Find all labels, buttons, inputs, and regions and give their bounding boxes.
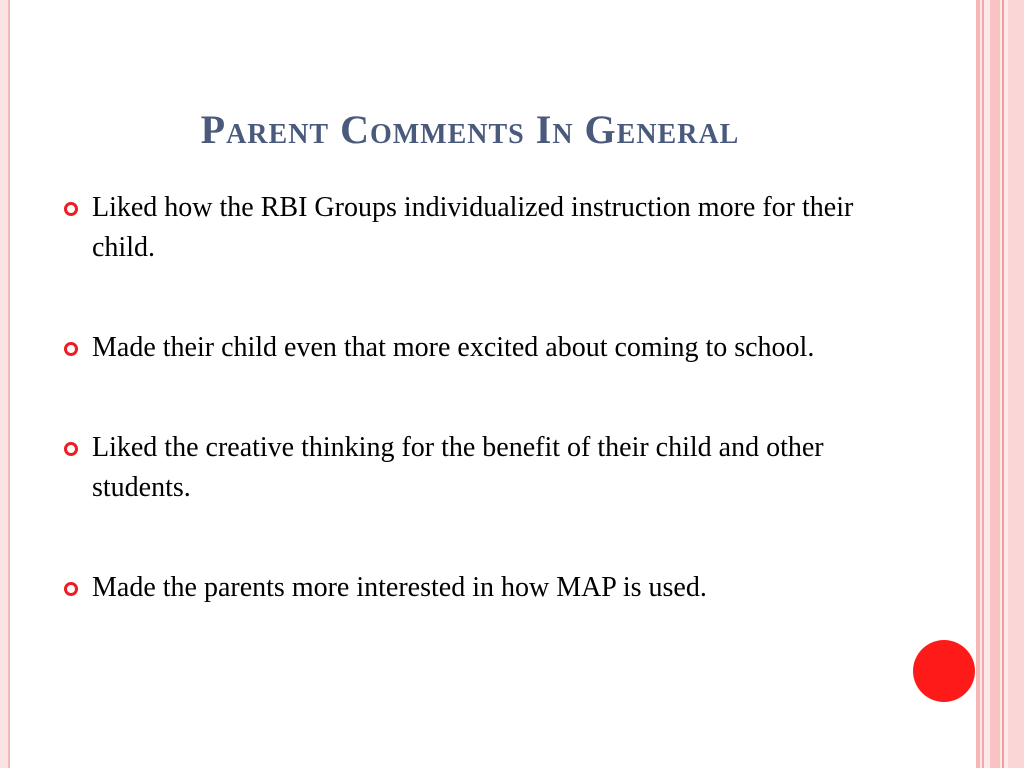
bullet-circle-icon <box>64 202 78 216</box>
border-stripe <box>976 0 980 768</box>
bullet-item <box>62 428 882 508</box>
right-border-decoration <box>976 0 1024 768</box>
bullet-circle-icon <box>64 342 78 356</box>
border-stripe <box>1008 0 1024 768</box>
bullet-text: Liked how the RBI Groups individualized instruction more for their child. <box>92 192 854 263</box>
bullet-item <box>62 568 882 608</box>
bullet-circle-icon <box>64 442 78 456</box>
red-circle-decoration <box>913 640 975 702</box>
bullet-circle-icon <box>64 582 78 596</box>
left-border-decoration <box>0 0 10 768</box>
bullet-text: Made the parents more interested in how MAP is used. <box>92 572 707 603</box>
border-stripe <box>982 0 984 768</box>
bullet-item <box>62 188 882 268</box>
slide-title: Parent Comments In General <box>200 107 740 152</box>
border-stripe <box>990 0 1000 768</box>
bullet-text: Liked the creative thinking for the benefit of their child and other students. <box>92 432 824 503</box>
bullet-item <box>62 328 882 368</box>
border-stripe <box>1002 0 1004 768</box>
bullet-text: Made their child even that more excited about coming to school. <box>92 332 815 363</box>
bullet-list <box>62 188 882 668</box>
